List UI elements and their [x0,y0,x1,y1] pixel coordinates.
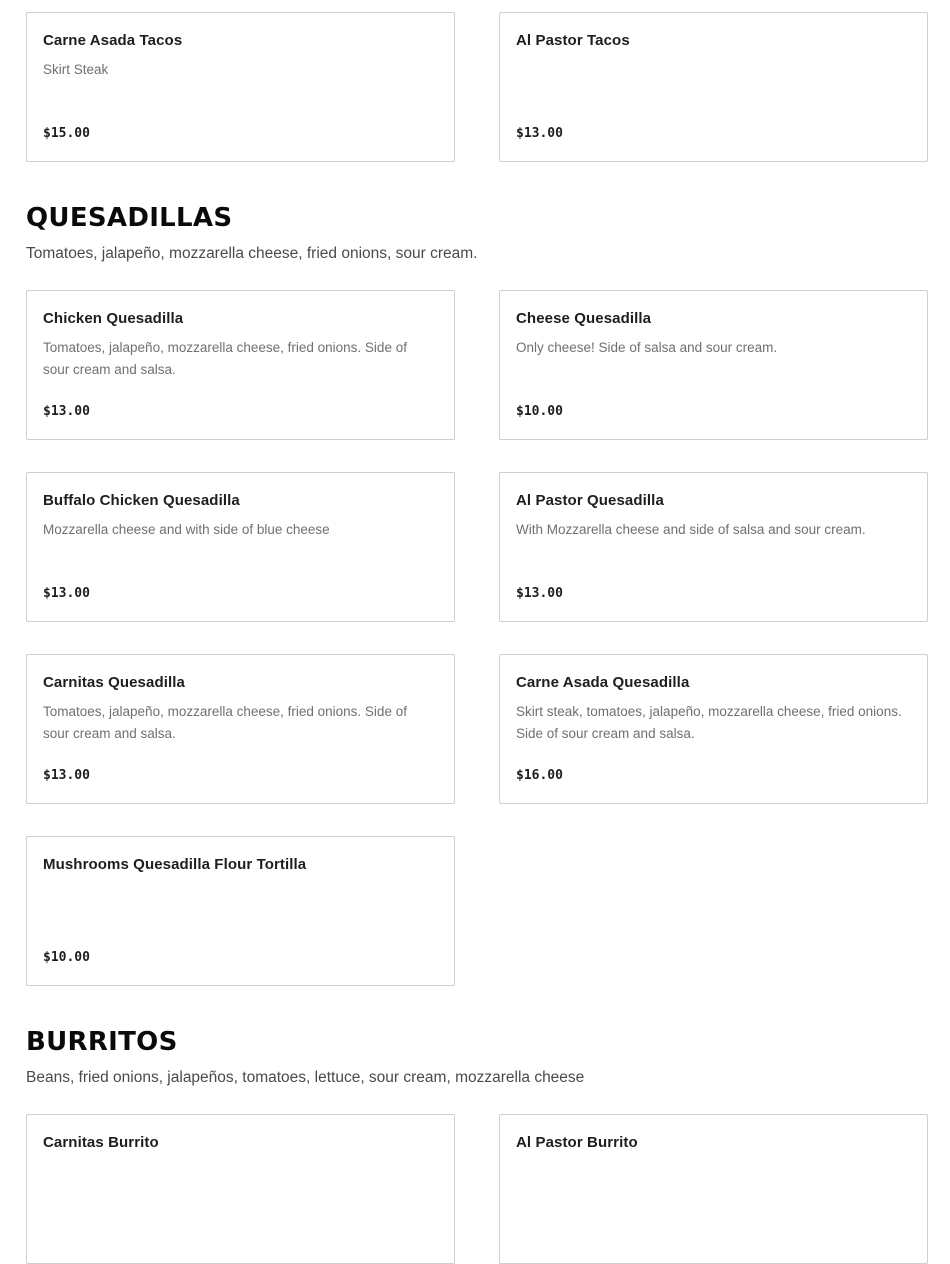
menu-item-card[interactable] [26,836,455,986]
menu-item-name: Carnitas Burrito [43,1134,159,1151]
section-title-burritos: BURRITOS [26,1027,178,1057]
menu-item-description: With Mozzarella cheese and side of salsa and sour cream. [516,522,866,537]
menu-item-price: $13.00 [516,586,563,601]
section-description-burritos: Beans, fried onions, jalapeños, tomatoes, lettuce, sour cream, mozzarella cheese [26,1069,585,1086]
menu-item-price: $13.00 [43,768,90,783]
menu-item-card[interactable] [499,290,928,440]
menu-item-price: $10.00 [43,950,90,965]
menu-item-description: Tomatoes, jalapeño, mozzarella cheese, fried onions. Side of sour cream and salsa. [43,340,407,377]
menu-item-price: $16.00 [516,768,563,783]
menu-item-description: Tomatoes, jalapeño, mozzarella cheese, fried onions. Side of sour cream and salsa. [43,704,407,741]
menu-item-description: Skirt Steak [43,62,109,77]
menu-item-name: Carne Asada Tacos [43,32,183,49]
menu-item-card[interactable] [499,654,928,804]
section-title-quesadillas: QUESADILLAS [26,203,233,233]
menu-item-price: $10.00 [516,404,563,419]
menu-item-card[interactable] [499,472,928,622]
menu-item-card[interactable] [26,654,455,804]
menu-item-price: $13.00 [43,404,90,419]
menu-item-price: $13.00 [516,126,563,141]
menu-item-description: Mozzarella cheese and with side of blue cheese [43,522,330,537]
menu-item-description: Skirt steak, tomatoes, jalapeño, mozzarella cheese, fried onions. Side of sour cream and salsa. [516,704,902,741]
menu-item-name: Cheese Quesadilla [516,310,652,327]
menu-item-name: Buffalo Chicken Quesadilla [43,492,240,509]
menu-item-card[interactable] [26,12,455,162]
menu-item-price: $13.00 [43,586,90,601]
menu-item-card[interactable] [499,1114,928,1264]
menu-item-name: Chicken Quesadilla [43,310,184,327]
menu-item-card[interactable] [26,472,455,622]
menu-item-name: Carnitas Quesadilla [43,674,185,691]
section-description-quesadillas: Tomatoes, jalapeño, mozzarella cheese, fried onions, sour cream. [26,245,478,262]
menu-item-card[interactable] [499,12,928,162]
menu-item-card[interactable] [26,290,455,440]
menu-item-price: $15.00 [43,126,90,141]
menu-item-name: Carne Asada Quesadilla [516,674,690,691]
menu-item-name: Al Pastor Quesadilla [516,492,664,509]
menu-item-name: Al Pastor Burrito [516,1134,638,1151]
menu-item-card[interactable] [26,1114,455,1264]
menu-item-description: Only cheese! Side of salsa and sour cream. [516,340,778,355]
menu-item-name: Al Pastor Tacos [516,32,630,49]
menu-item-name: Mushrooms Quesadilla Flour Tortilla [43,856,307,873]
